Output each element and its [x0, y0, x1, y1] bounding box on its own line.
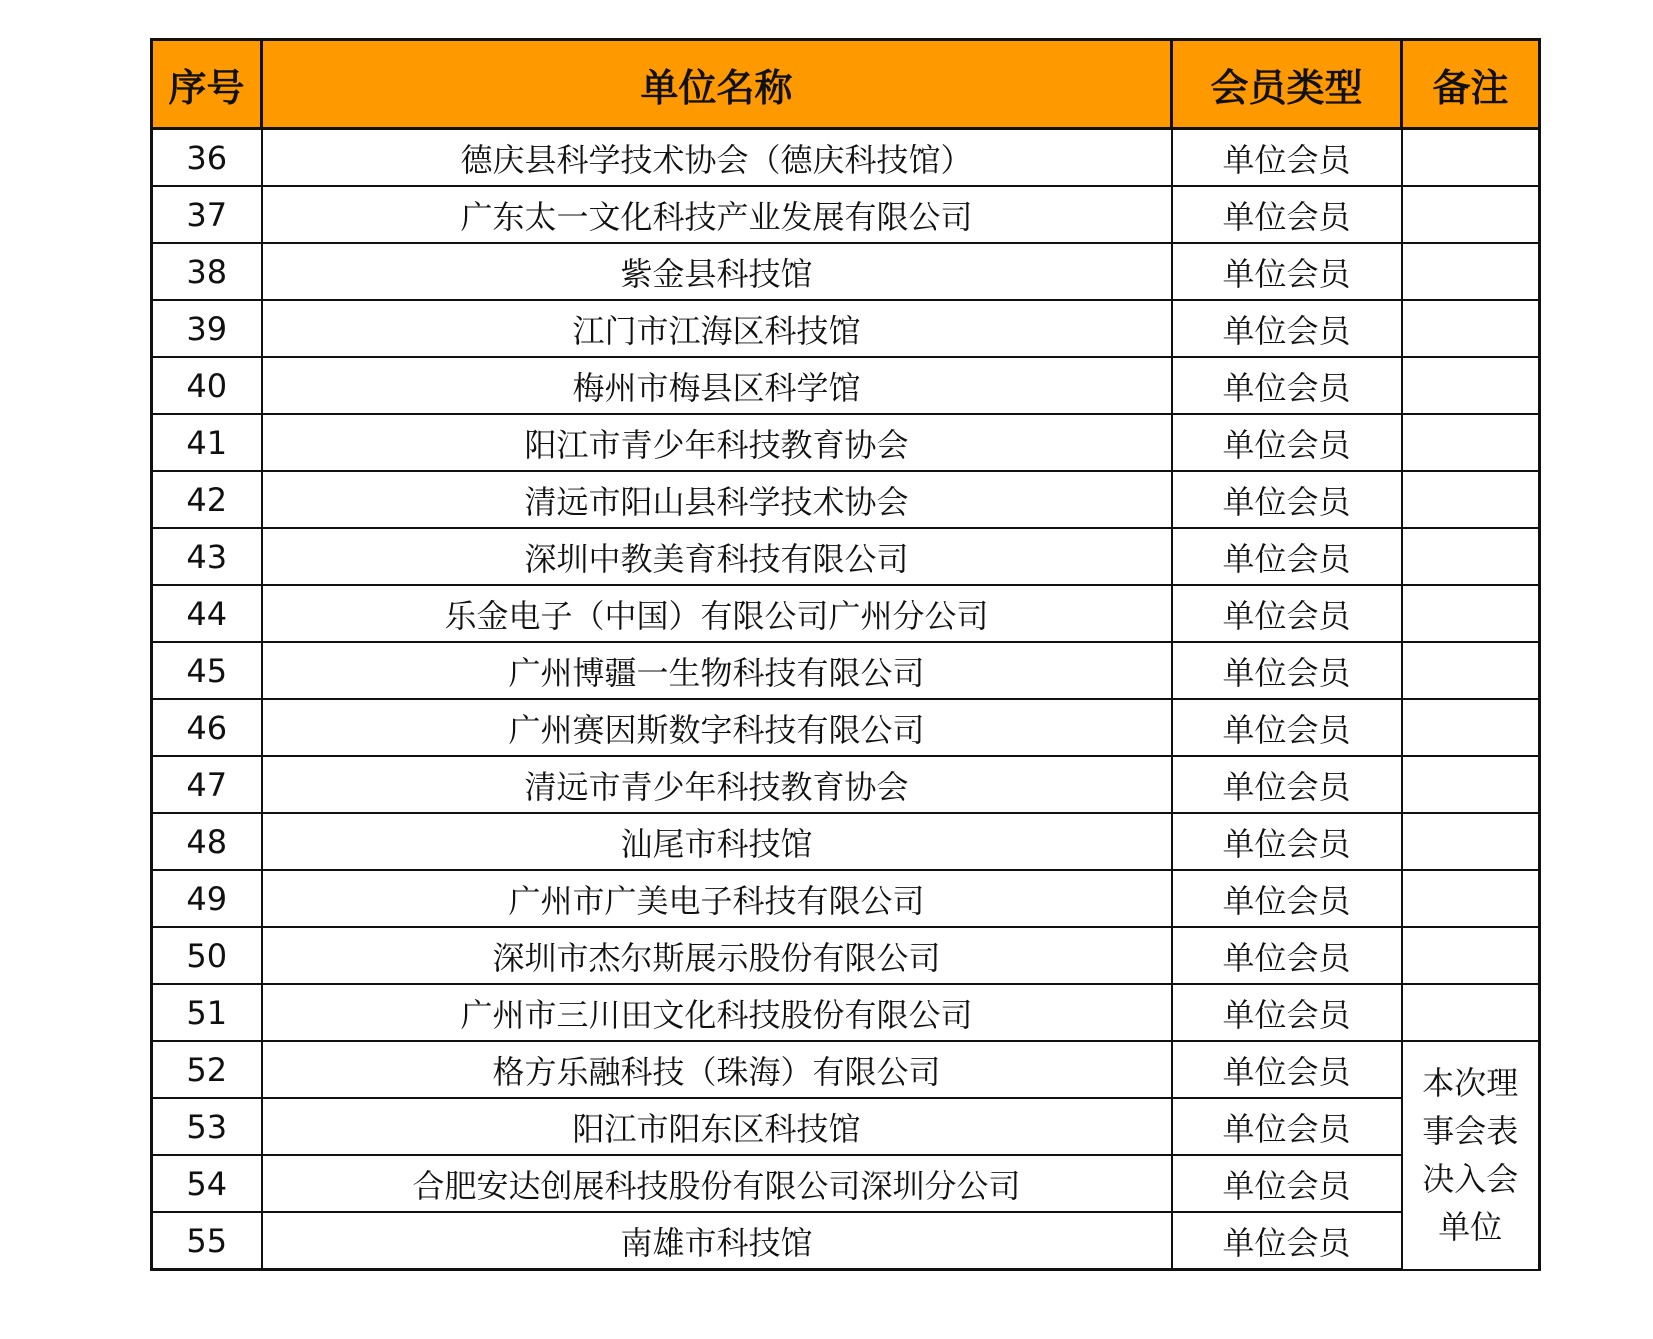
cell-unit-name: 广州市三川田文化科技股份有限公司	[262, 984, 1172, 1041]
cell-serial-number: 41	[152, 414, 262, 471]
cell-remarks	[1402, 129, 1540, 187]
cell-member-type: 单位会员	[1172, 756, 1402, 813]
table-row	[152, 642, 1540, 699]
cell-unit-name: 广州赛因斯数字科技有限公司	[262, 699, 1172, 756]
cell-unit-name: 广州博疆一生物科技有限公司	[262, 642, 1172, 699]
cell-member-type: 单位会员	[1172, 813, 1402, 870]
cell-serial-number: 38	[152, 243, 262, 300]
cell-member-type: 单位会员	[1172, 186, 1402, 243]
cell-serial-number: 39	[152, 300, 262, 357]
cell-member-type: 单位会员	[1172, 357, 1402, 414]
table-row	[152, 1098, 1540, 1155]
cell-remarks	[1402, 186, 1540, 243]
cell-serial-number: 55	[152, 1212, 262, 1270]
member-table	[150, 38, 1541, 1271]
header-unit-name: 单位名称	[262, 40, 1172, 129]
cell-serial-number: 49	[152, 870, 262, 927]
table-body	[152, 129, 1540, 1270]
table-row	[152, 870, 1540, 927]
table-row	[152, 1155, 1540, 1212]
header-remarks: 备注	[1402, 40, 1540, 129]
cell-unit-name: 合肥安达创展科技股份有限公司深圳分公司	[262, 1155, 1172, 1212]
cell-remarks	[1402, 699, 1540, 756]
cell-unit-name: 清远市青少年科技教育协会	[262, 756, 1172, 813]
cell-unit-name: 德庆县科学技术协会（德庆科技馆）	[262, 129, 1172, 187]
cell-unit-name: 广东太一文化科技产业发展有限公司	[262, 186, 1172, 243]
cell-unit-name: 汕尾市科技馆	[262, 813, 1172, 870]
cell-remarks	[1402, 471, 1540, 528]
table-row	[152, 756, 1540, 813]
cell-remarks	[1402, 756, 1540, 813]
cell-remarks	[1402, 357, 1540, 414]
cell-member-type: 单位会员	[1172, 1041, 1402, 1098]
table-row	[152, 813, 1540, 870]
cell-serial-number: 42	[152, 471, 262, 528]
cell-unit-name: 深圳市杰尔斯展示股份有限公司	[262, 927, 1172, 984]
cell-member-type: 单位会员	[1172, 1155, 1402, 1212]
member-table-container	[150, 38, 1541, 1271]
cell-remarks-merged	[1402, 1041, 1540, 1270]
cell-serial-number: 47	[152, 756, 262, 813]
cell-member-type: 单位会员	[1172, 414, 1402, 471]
table-row	[152, 243, 1540, 300]
table-row	[152, 471, 1540, 528]
table-row	[152, 129, 1540, 187]
table-row	[152, 186, 1540, 243]
cell-member-type: 单位会员	[1172, 585, 1402, 642]
cell-unit-name: 阳江市青少年科技教育协会	[262, 414, 1172, 471]
cell-serial-number: 48	[152, 813, 262, 870]
table-row	[152, 300, 1540, 357]
table-row	[152, 414, 1540, 471]
cell-remarks	[1402, 984, 1540, 1041]
remarks-line: 决入会	[1422, 1160, 1519, 1199]
table-row	[152, 528, 1540, 585]
cell-remarks	[1402, 870, 1540, 927]
table-row	[152, 585, 1540, 642]
table-header-row	[152, 40, 1540, 129]
cell-serial-number: 54	[152, 1155, 262, 1212]
cell-member-type: 单位会员	[1172, 129, 1402, 187]
cell-remarks	[1402, 528, 1540, 585]
cell-unit-name: 梅州市梅县区科学馆	[262, 357, 1172, 414]
cell-serial-number: 46	[152, 699, 262, 756]
cell-serial-number: 53	[152, 1098, 262, 1155]
cell-member-type: 单位会员	[1172, 471, 1402, 528]
header-serial-number: 序号	[152, 40, 262, 129]
cell-serial-number: 36	[152, 129, 262, 187]
cell-serial-number: 45	[152, 642, 262, 699]
cell-remarks	[1402, 414, 1540, 471]
cell-serial-number: 40	[152, 357, 262, 414]
cell-remarks	[1402, 243, 1540, 300]
cell-member-type: 单位会员	[1172, 1212, 1402, 1270]
remarks-line: 单位	[1438, 1208, 1503, 1247]
cell-unit-name: 清远市阳山县科学技术协会	[262, 471, 1172, 528]
table-row	[152, 984, 1540, 1041]
table-row	[152, 1041, 1540, 1098]
cell-remarks	[1402, 585, 1540, 642]
cell-unit-name: 乐金电子（中国）有限公司广州分公司	[262, 585, 1172, 642]
cell-unit-name: 紫金县科技馆	[262, 243, 1172, 300]
cell-unit-name: 南雄市科技馆	[262, 1212, 1172, 1270]
table-row	[152, 357, 1540, 414]
table-row	[152, 1212, 1540, 1270]
cell-unit-name: 江门市江海区科技馆	[262, 300, 1172, 357]
cell-remarks	[1402, 300, 1540, 357]
cell-member-type: 单位会员	[1172, 984, 1402, 1041]
cell-remarks	[1402, 927, 1540, 984]
cell-unit-name: 格方乐融科技（珠海）有限公司	[262, 1041, 1172, 1098]
cell-serial-number: 51	[152, 984, 262, 1041]
cell-member-type: 单位会员	[1172, 243, 1402, 300]
cell-serial-number: 50	[152, 927, 262, 984]
cell-member-type: 单位会员	[1172, 699, 1402, 756]
cell-serial-number: 43	[152, 528, 262, 585]
cell-unit-name: 阳江市阳东区科技馆	[262, 1098, 1172, 1155]
cell-remarks	[1402, 642, 1540, 699]
cell-member-type: 单位会员	[1172, 300, 1402, 357]
cell-member-type: 单位会员	[1172, 927, 1402, 984]
cell-unit-name: 深圳中教美育科技有限公司	[262, 528, 1172, 585]
cell-member-type: 单位会员	[1172, 528, 1402, 585]
remarks-line: 事会表	[1422, 1112, 1519, 1151]
header-member-type: 会员类型	[1172, 40, 1402, 129]
cell-serial-number: 44	[152, 585, 262, 642]
table-row	[152, 927, 1540, 984]
remarks-line: 本次理	[1422, 1064, 1519, 1103]
cell-unit-name: 广州市广美电子科技有限公司	[262, 870, 1172, 927]
cell-serial-number: 37	[152, 186, 262, 243]
cell-member-type: 单位会员	[1172, 870, 1402, 927]
cell-serial-number: 52	[152, 1041, 262, 1098]
cell-remarks	[1402, 813, 1540, 870]
cell-member-type: 单位会员	[1172, 1098, 1402, 1155]
table-row	[152, 699, 1540, 756]
cell-member-type: 单位会员	[1172, 642, 1402, 699]
